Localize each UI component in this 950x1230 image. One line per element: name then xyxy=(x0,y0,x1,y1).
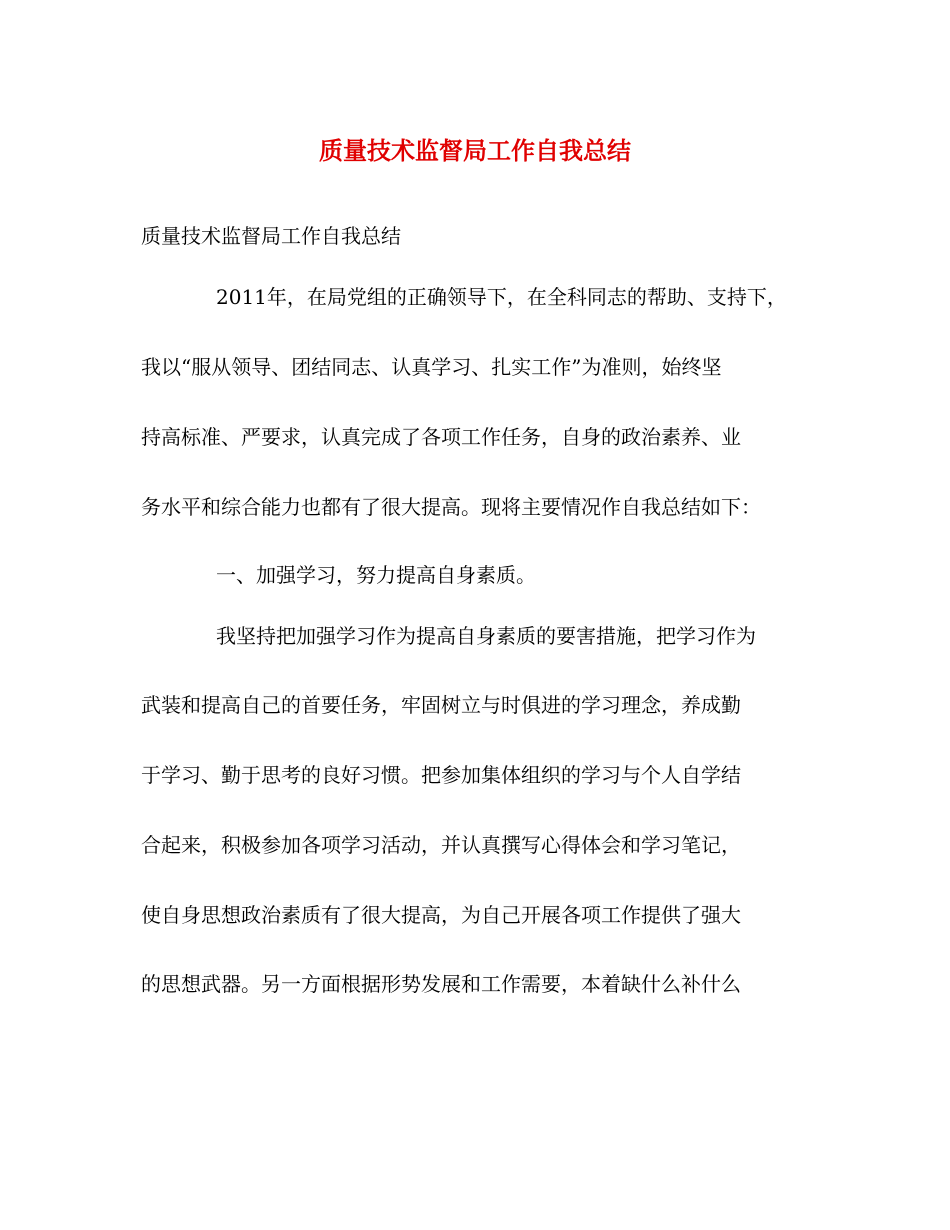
paragraph-line: 使自身思想政治素质有了很大提高，为自己开展各项工作提供了强大 xyxy=(141,903,741,927)
section-heading: 一、加强学习，努力提高自身素质。 xyxy=(216,563,536,587)
paragraph-line: 我坚持把加强学习作为提高自身素质的要害措施，把学习作为 xyxy=(216,624,756,648)
paragraph-line: 持高标准、严要求，认真完成了各项工作任务，自身的政治素养、业 xyxy=(141,425,741,449)
paragraph-line: 2011年，在局党组的正确领导下，在全科同志的帮助、支持下， xyxy=(216,285,787,309)
paragraph-line: 的思想武器。另一方面根据形势发展和工作需要，本着缺什么补什么 xyxy=(141,972,741,996)
paragraph-line: 合起来，积极参加各项学习活动，并认真撰写心得体会和学习笔记， xyxy=(141,833,741,857)
document-subtitle: 质量技术监督局工作自我总结 xyxy=(141,224,401,248)
paragraph-line: 武装和提高自己的首要任务，牢固树立与时俱进的学习理念，养成勤 xyxy=(141,693,741,717)
paragraph-line: 务水平和综合能力也都有了很大提高。现将主要情况作自我总结如下： xyxy=(141,495,761,519)
document-title: 质量技术监督局工作自我总结 xyxy=(319,136,631,165)
paragraph-line: 于学习、勤于思考的良好习惯。把参加集体组织的学习与个人自学结 xyxy=(141,763,741,787)
paragraph-line: 我以“服从领导、团结同志、认真学习、扎实工作”为准则，始终坚 xyxy=(141,355,722,379)
